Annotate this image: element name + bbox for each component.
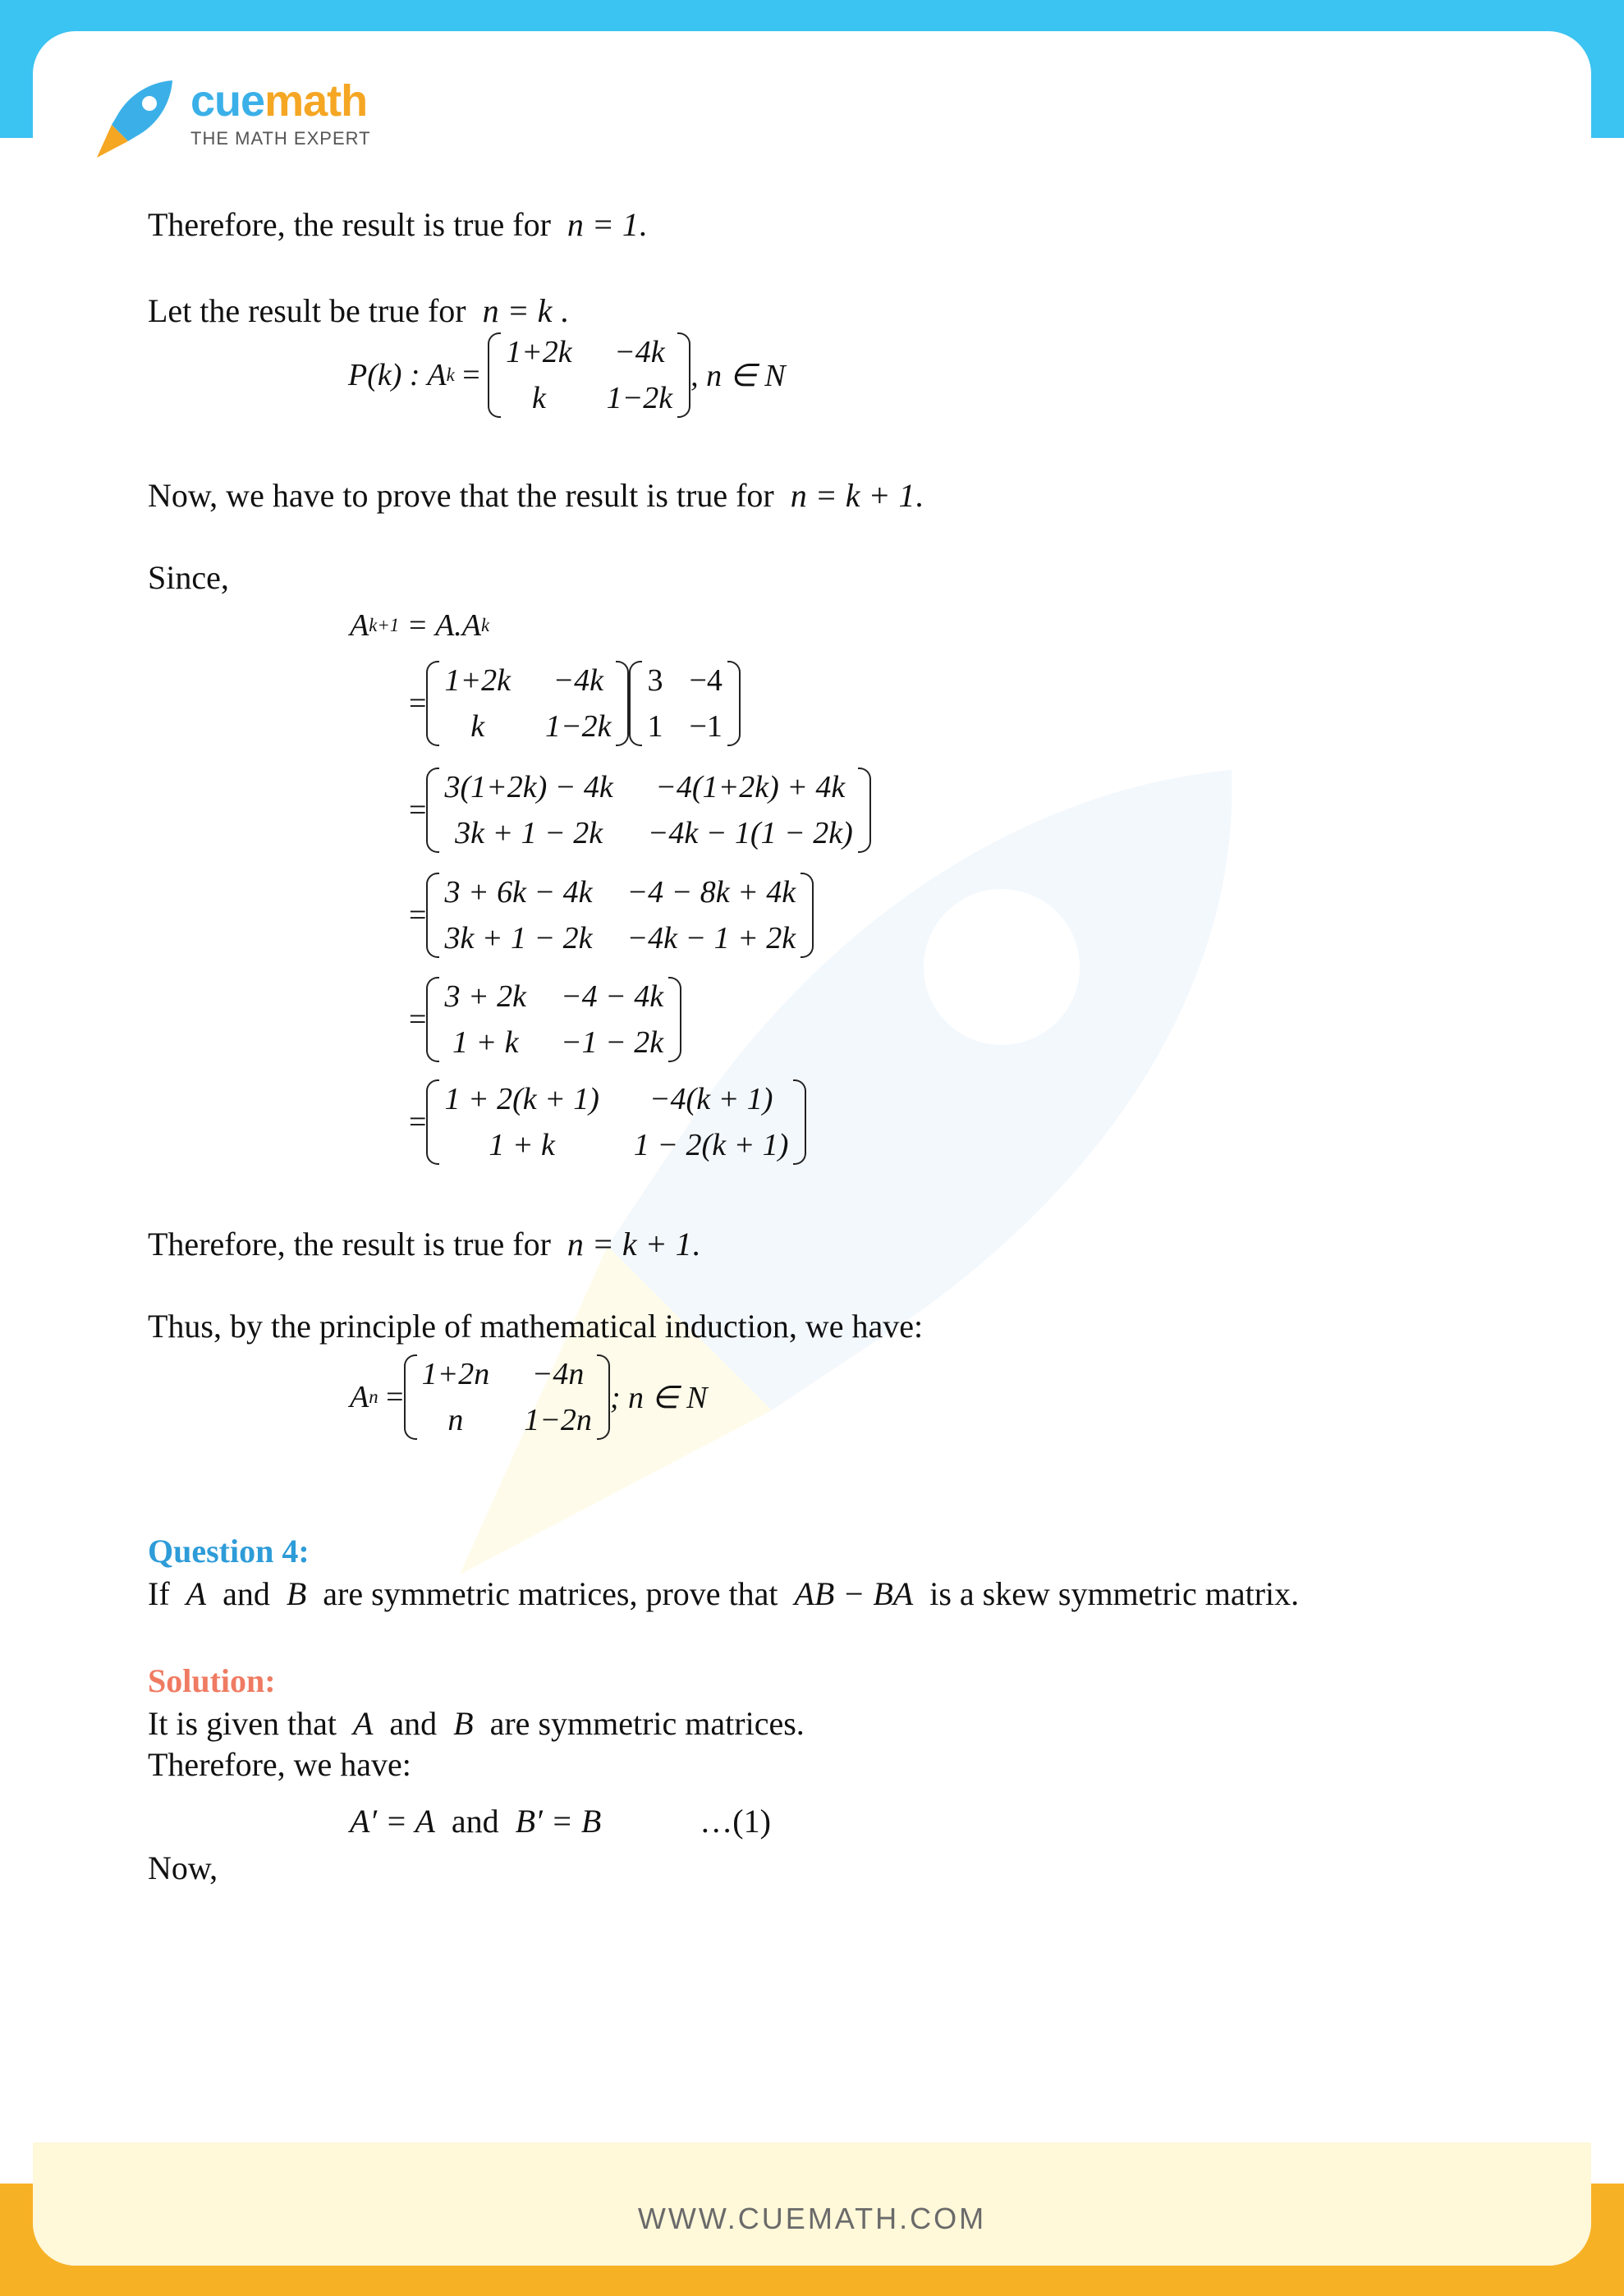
- text-line-6: Thus, by the principle of mathematical induction, we have:: [148, 1308, 924, 1345]
- matrix-step4: 3 + 2k −4 − 4k 1 + k −1 − 2k: [426, 977, 681, 1062]
- equation-ak1: A k+1 = A.A k: [350, 608, 490, 643]
- matrix-step1-a: 1+2k −4k k 1−2k: [426, 661, 629, 746]
- brand-name-part2: math: [264, 76, 368, 126]
- matrix-step2: 3(1+2k) − 4k −4(1+2k) + 4k 3k + 1 − 2k −4k − 1(1 − 2k): [426, 768, 870, 853]
- text-since: Since,: [148, 559, 229, 596]
- rocket-logo-icon: [92, 76, 177, 161]
- equation-an: A n = 1+2n −4n n 1−2n ; n ∈ N: [350, 1354, 707, 1440]
- text-line-5: Therefore, the result is true for n = k + 1.: [148, 1226, 700, 1263]
- matrix-step5: 1 + 2(k + 1) −4(k + 1) 1 + k 1 − 2(k + 1): [426, 1079, 806, 1165]
- equation-step-4: = 3 + 2k −4 − 4k 1 + k −1 − 2k: [409, 977, 681, 1062]
- text-line-1: Therefore, the result is true for n = 1.: [148, 206, 647, 243]
- solution-label: Solution:: [148, 1662, 276, 1699]
- question-4-text: If A and B are symmetric matrices, prove that AB − BA is a skew symmetric matrix.: [148, 1575, 1300, 1612]
- question-4-label: Question 4:: [148, 1533, 310, 1570]
- solution-line-2: Therefore, we have:: [148, 1746, 411, 1783]
- solution-line-1: It is given that A and B are symmetric matrices.: [148, 1705, 805, 1742]
- solution-now: Now,: [148, 1849, 218, 1886]
- solution-equation-1: A′ = A and B′ = B …(1): [350, 1803, 771, 1840]
- page-card: [33, 31, 1591, 2266]
- equation-step-3: = 3 + 6k − 4k −4 − 8k + 4k 3k + 1 − 2k −4k − 1 + 2k: [409, 873, 814, 958]
- math-n-eq-k-plus-1-b: n = k + 1: [567, 1226, 692, 1263]
- math-n-eq-1: n = 1: [567, 206, 639, 243]
- equation-step-1: = 1+2k −4k k 1−2k 3 −4 1 −1: [409, 661, 741, 746]
- math-n-eq-k: n = k: [482, 292, 553, 329]
- brand-tagline: THE MATH EXPERT: [190, 128, 371, 149]
- math-n-eq-k-plus-1: n = k + 1: [790, 477, 915, 514]
- brand-name-part1: cue: [190, 76, 265, 126]
- text-line-2: Let the result be true for n = k .: [148, 292, 569, 329]
- cuemath-logo[interactable]: [92, 76, 437, 166]
- matrix-an: 1+2n −4n n 1−2n: [404, 1354, 610, 1440]
- equation-pk: P(k) : A k = 1+2k −4k k 1−2k , n ∈ N: [348, 332, 786, 418]
- footer-url[interactable]: WWW.CUEMATH.COM: [637, 2202, 987, 2235]
- equation-step-2: = 3(1+2k) − 4k −4(1+2k) + 4k 3k + 1 − 2k −4k − 1(1 − 2k): [409, 768, 871, 853]
- matrix-pk: 1+2k −4k k 1−2k: [488, 332, 690, 418]
- matrix-step3: 3 + 6k − 4k −4 − 8k + 4k 3k + 1 − 2k −4k − 1 + 2k: [426, 873, 814, 958]
- equation-step-5: = 1 + 2(k + 1) −4(k + 1) 1 + k 1 − 2(k + 1): [409, 1079, 806, 1165]
- text-line-3: Now, we have to prove that the result is true for n = k + 1.: [148, 477, 924, 514]
- matrix-step1-b: 3 −4 1 −1: [629, 661, 740, 746]
